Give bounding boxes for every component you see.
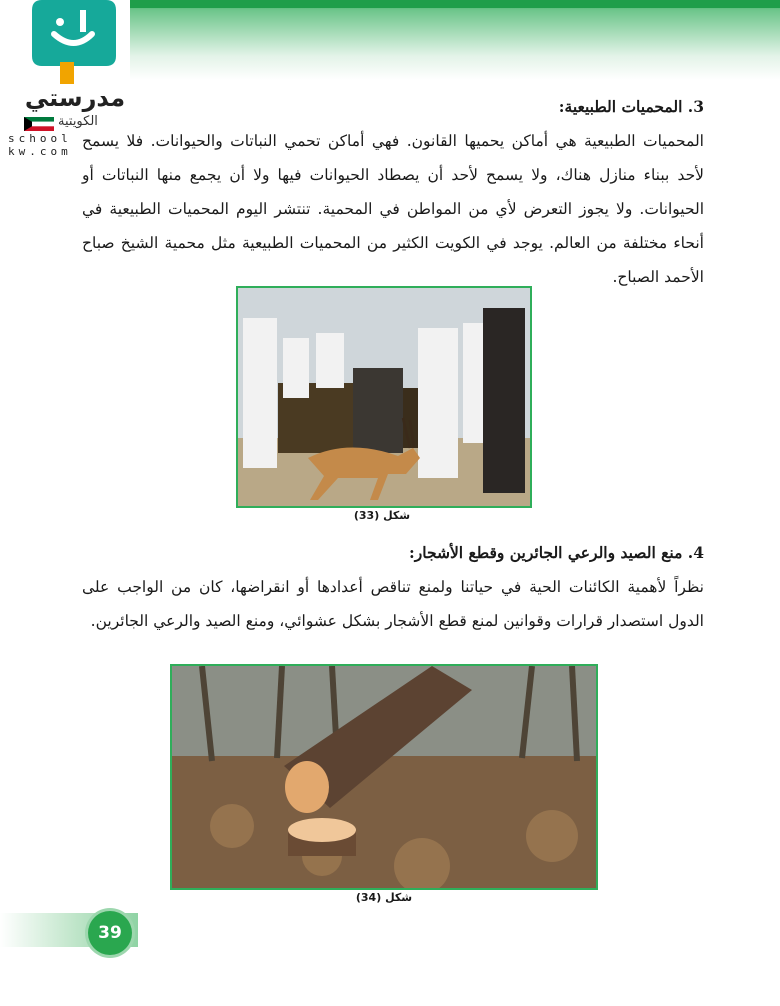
figure-34-photo — [170, 664, 598, 890]
section-4 — [82, 536, 704, 638]
section-4-paragraph: نظراً لأهمية الكائنات الحية في حياتنا ولمنع تناقص أعدادها أو انقراضها، كان من الواجب على الدول استصدار قرارات وقوانين لمنع قطع الأشجار بشكل عشوائي، ومنع الصيد والرعي الجائرين. — [82, 578, 704, 630]
figure-33-photo — [236, 286, 532, 508]
kuwait-flag-icon — [24, 117, 54, 131]
logo-subtitle: الكويتية — [58, 114, 98, 129]
logo-arabic-text: مدرستي — [24, 84, 126, 112]
figure-34-caption: شكل (34) — [355, 891, 413, 904]
logo-latin-text: school kw.com — [8, 132, 72, 158]
figure-33-caption: شكل (33) — [353, 509, 411, 522]
section-3-paragraph: المحميات الطبيعية هي أماكن يحميها القانون. فهي أماكن تحمي النباتات والحيوانات. فلا يسمح لأحد ببناء منازل هناك، ولا يسمح لأحد أن يصطاد الحيوانات فيها ولا أن يجمع منها النباتات أو الحيوانات. ولا يجوز التعرض لأي من المواطن في المحمية. تنتشر اليوم المحميات الطبيعية في أنحاء مختلفة من العالم. يوجد في الكويت الكثير من المحميات الطبيعية مثل محمية الشيخ صباح الأحمد الصباح. — [82, 132, 704, 286]
section-3 — [82, 90, 704, 294]
section-3-heading: 3. المحميات الطبيعية: — [558, 97, 704, 116]
section-4-heading: 4. منع الصيد والرعي الجائرين وقطع الأشجار: — [409, 543, 704, 562]
header-band — [130, 0, 780, 80]
page-number: 39 — [88, 911, 132, 955]
